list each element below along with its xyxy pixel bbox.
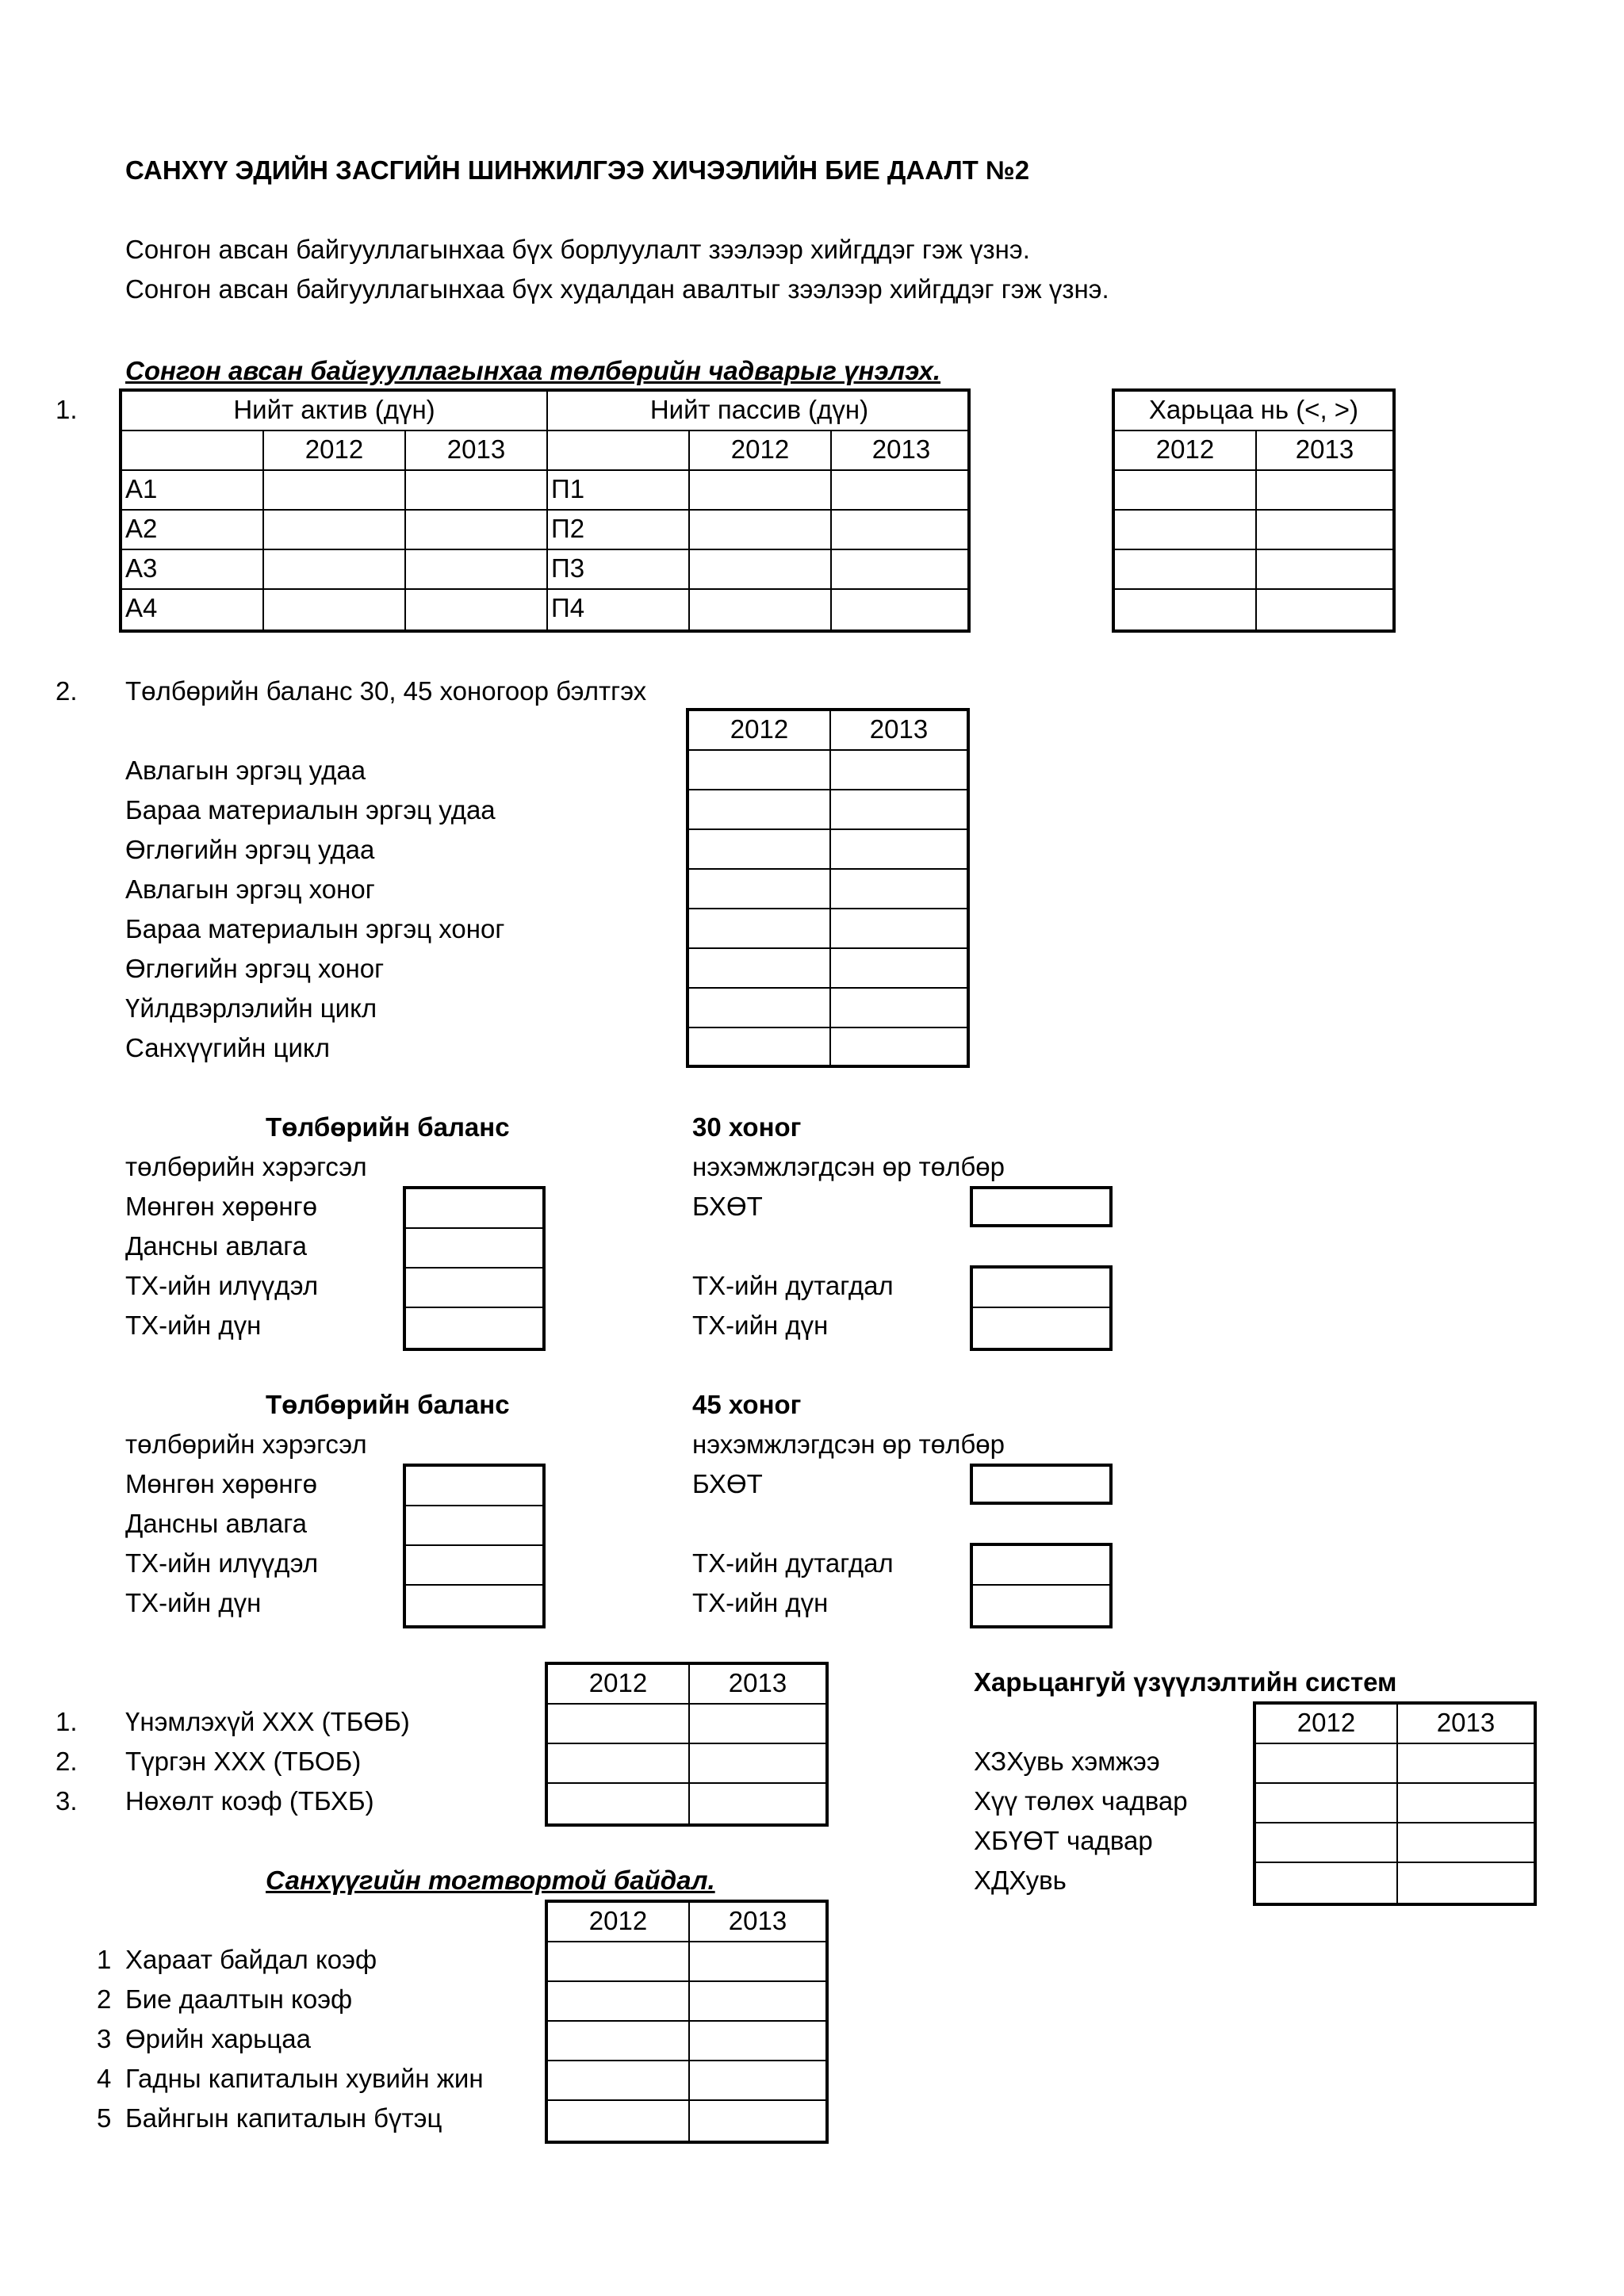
balance30-right-subtitle: нэхэмжлэгдсэн өр төлбөр (692, 1152, 1005, 1181)
assets-label-col-blank (122, 431, 264, 471)
turnover-year-2012: 2012 (689, 711, 831, 751)
balance30-left-input[interactable] (406, 1189, 542, 1229)
balance45-right-input[interactable] (973, 1586, 1109, 1625)
balance45-title: Төлбөрийн баланс (266, 1390, 510, 1419)
balance30-title: Төлбөрийн баланс (266, 1112, 510, 1142)
asset-2012-cell[interactable] (264, 511, 406, 550)
balance30-right-input[interactable] (973, 1269, 1109, 1308)
stability-row-label: Өрийн харьцаа (125, 2024, 311, 2053)
stability-year-2013: 2013 (690, 1903, 825, 1942)
balance45-right-label: ТХ-ийн дутагдал (692, 1548, 894, 1578)
relative-year-2012: 2012 (1256, 1705, 1398, 1744)
balance30-left-input[interactable] (406, 1229, 542, 1269)
cycle-row-label: Авлагын эргэц хоног (125, 874, 375, 904)
balance45-right-input[interactable] (970, 1464, 1113, 1505)
cycle-row-label: Бараа материалын эргэц удаа (125, 795, 496, 825)
ratio-table (1112, 388, 1396, 633)
turnover-2013-cell[interactable] (831, 790, 967, 830)
balance45-left-input[interactable] (406, 1506, 542, 1546)
ratio-year-2013: 2013 (1257, 431, 1392, 471)
relative-row-label: ХЗХувь хэмжээ (974, 1747, 1160, 1776)
asset-label: А3 (122, 550, 264, 590)
stability-table (545, 1900, 829, 2144)
stability-2013-cell[interactable] (690, 1942, 825, 1982)
liquidity-2012-cell[interactable] (548, 1744, 690, 1784)
stability-row-label: Хараат байдал коэф (125, 1945, 377, 1974)
liquidity-2013-cell[interactable] (690, 1705, 825, 1744)
liabilities-label-col-blank (548, 431, 690, 471)
ratio-2012-cell[interactable] (1115, 471, 1257, 511)
ratio-header: Харьцаа нь (<, >) (1115, 392, 1392, 431)
turnover-2013-cell[interactable] (831, 751, 967, 790)
stability-row-number: 5 (97, 2103, 112, 2133)
liability-2013-cell[interactable] (832, 550, 971, 590)
turnover-2012-cell[interactable] (689, 790, 831, 830)
liability-2013-cell[interactable] (832, 590, 971, 629)
assets-year-2012: 2012 (264, 431, 406, 471)
balance45-left-label: Мөнгөн хөрөнгө (125, 1469, 318, 1498)
turnover-2013-cell[interactable] (831, 989, 967, 1028)
stability-2012-cell[interactable] (548, 2022, 690, 2061)
stability-2013-cell[interactable] (690, 2101, 825, 2141)
turnover-2013-cell[interactable] (831, 830, 967, 870)
ratio-2012-cell[interactable] (1115, 511, 1257, 550)
balance30-right-input-stack (970, 1265, 1113, 1351)
balance45-left-label: ТХ-ийн илүүдэл (125, 1548, 319, 1578)
stability-2012-cell[interactable] (548, 2101, 690, 2141)
relative-2012-cell[interactable] (1256, 1784, 1398, 1823)
section1-number: 1. (56, 395, 78, 424)
asset-2012-cell[interactable] (264, 550, 406, 590)
asset-2013-cell[interactable] (406, 471, 548, 511)
turnover-2012-cell[interactable] (689, 949, 831, 989)
liabilities-year-2013: 2013 (832, 431, 971, 471)
stability-row-label: Байнгын капиталын бүтэц (125, 2103, 442, 2133)
intro-line-2: Сонгон авсан байгууллагынхаа бүх худалдан авалтыг зээлээр хийгддэг гэж үзнэ. (125, 274, 1109, 304)
relative-year-2013: 2013 (1398, 1705, 1534, 1744)
turnover-2012-cell[interactable] (689, 870, 831, 909)
liquidity-2012-cell[interactable] (548, 1705, 690, 1744)
balance30-right-label: БХӨТ (692, 1192, 763, 1221)
stability-2013-cell[interactable] (690, 2022, 825, 2061)
balance45-left-input[interactable] (406, 1546, 542, 1586)
turnover-2012-cell[interactable] (689, 751, 831, 790)
balance30-left-label: Мөнгөн хөрөнгө (125, 1192, 318, 1221)
turnover-2013-cell[interactable] (831, 949, 967, 989)
ratio-2012-cell[interactable] (1115, 550, 1257, 590)
liability-2012-cell[interactable] (690, 471, 832, 511)
liabilities-header: Нийт пассив (дүн) (548, 392, 971, 431)
liquidity-year-2013: 2013 (690, 1665, 825, 1705)
asset-2013-cell[interactable] (406, 511, 548, 550)
balance30-right-label: ТХ-ийн дутагдал (692, 1271, 894, 1300)
turnover-2013-cell[interactable] (831, 870, 967, 909)
liability-label: П3 (548, 550, 690, 590)
liability-label: П1 (548, 471, 690, 511)
liquidity-row-label: Үнэмлэхүй ХХХ (ТБӨБ) (125, 1707, 410, 1736)
liabilities-year-2012: 2012 (690, 431, 832, 471)
stability-2012-cell[interactable] (548, 2061, 690, 2101)
relative-2013-cell[interactable] (1398, 1744, 1534, 1784)
relative-2013-cell[interactable] (1398, 1863, 1534, 1903)
balance30-left-input-stack (403, 1186, 546, 1351)
asset-label: А4 (122, 590, 264, 629)
relative-2013-cell[interactable] (1398, 1784, 1534, 1823)
stability-2012-cell[interactable] (548, 1982, 690, 2022)
cycle-row-label: Санхүүгийн цикл (125, 1033, 330, 1062)
balance30-right-input[interactable] (970, 1186, 1113, 1227)
relative-2012-cell[interactable] (1256, 1744, 1398, 1784)
liquidity-row-number: 2. (56, 1747, 78, 1776)
balance45-left-label: ТХ-ийн дүн (125, 1588, 262, 1617)
balance45-right-input-stack (970, 1543, 1113, 1628)
balance30-right-label: ТХ-ийн дүн (692, 1311, 829, 1340)
section1-heading: Сонгон авсан байгууллагынхаа төлбөрийн чадварыг үнэлэх. (125, 356, 941, 385)
stability-row-number: 2 (97, 1984, 112, 2014)
balance45-days: 45 хоног (692, 1390, 802, 1419)
balance45-left-label: Дансны авлага (125, 1509, 307, 1538)
stability-row-number: 4 (97, 2064, 112, 2093)
asset-label: А2 (122, 511, 264, 550)
turnover-2013-cell[interactable] (831, 909, 967, 949)
liquidity-2012-cell[interactable] (548, 1784, 690, 1823)
ratio-2013-cell[interactable] (1257, 550, 1392, 590)
liquidity-row-number: 3. (56, 1786, 78, 1816)
liability-2012-cell[interactable] (690, 590, 832, 629)
turnover-2012-cell[interactable] (689, 989, 831, 1028)
balance45-right-label: ТХ-ийн дүн (692, 1588, 829, 1617)
cycle-row-label: Өглөгийн эргэц удаа (125, 835, 375, 864)
liquidity-row-label: Түргэн ХХХ (ТБОБ) (125, 1747, 362, 1776)
relative-2012-cell[interactable] (1256, 1823, 1398, 1863)
relative-row-label: ХДХувь (974, 1866, 1067, 1895)
turnover-table (686, 708, 970, 1068)
balance45-right-subtitle: нэхэмжлэгдсэн өр төлбөр (692, 1429, 1005, 1459)
ratio-2013-cell[interactable] (1257, 471, 1392, 511)
relative-row-label: Хүү төлөх чадвар (974, 1786, 1188, 1816)
balance45-left-input[interactable] (406, 1586, 542, 1625)
asset-2013-cell[interactable] (406, 590, 548, 629)
balance45-right-label: БХӨТ (692, 1469, 763, 1498)
stability-2013-cell[interactable] (690, 2061, 825, 2101)
liability-2012-cell[interactable] (690, 550, 832, 590)
cycle-row-label: Өглөгийн эргэц хоног (125, 954, 385, 983)
turnover-2012-cell[interactable] (689, 830, 831, 870)
balance30-left-subtitle: төлбөрийн хэрэгсэл (125, 1152, 367, 1181)
assets-year-2013: 2013 (406, 431, 548, 471)
balance45-left-subtitle: төлбөрийн хэрэгсэл (125, 1429, 367, 1459)
liquidity-2013-cell[interactable] (690, 1744, 825, 1784)
ratio-2013-cell[interactable] (1257, 511, 1392, 550)
liability-2013-cell[interactable] (832, 471, 971, 511)
page-title: САНХҮҮ ЭДИЙН ЗАСГИЙН ШИНЖИЛГЭЭ ХИЧЭЭЛИЙН БИЕ ДААЛТ №2 (125, 155, 1030, 185)
assets-header: Нийт актив (дүн) (122, 392, 548, 431)
asset-2013-cell[interactable] (406, 550, 548, 590)
liability-label: П4 (548, 590, 690, 629)
relative-row-label: ХБҮӨТ чадвар (974, 1826, 1153, 1855)
liability-label: П2 (548, 511, 690, 550)
stability-row-number: 1 (97, 1945, 112, 1974)
cycle-row-label: Бараа материалын эргэц хоног (125, 914, 505, 943)
ratio-2013-cell[interactable] (1257, 590, 1392, 629)
liquidity-table (545, 1662, 829, 1827)
stability-2012-cell[interactable] (548, 1942, 690, 1982)
liability-2012-cell[interactable] (690, 511, 832, 550)
balance45-left-input[interactable] (406, 1467, 542, 1506)
balance30-right-input[interactable] (973, 1308, 1109, 1348)
balance30-left-label: ТХ-ийн илүүдэл (125, 1271, 319, 1300)
balance45-left-input-stack (403, 1464, 546, 1628)
section2-heading: Төлбөрийн баланс 30, 45 хоногоор бэлтгэх (125, 676, 647, 706)
ratio-2012-cell[interactable] (1115, 590, 1257, 629)
liability-2013-cell[interactable] (832, 511, 971, 550)
balance30-days: 30 хоног (692, 1112, 802, 1142)
relative-table (1253, 1701, 1537, 1906)
ratio-year-2012: 2012 (1115, 431, 1257, 471)
asset-2012-cell[interactable] (264, 590, 406, 629)
cycle-row-label: Авлагын эргэц удаа (125, 756, 366, 785)
liquidity-2013-cell[interactable] (690, 1784, 825, 1823)
balance30-left-label: ТХ-ийн дүн (125, 1311, 262, 1340)
turnover-2012-cell[interactable] (689, 909, 831, 949)
asset-2012-cell[interactable] (264, 471, 406, 511)
section2-number: 2. (56, 676, 78, 706)
liquidity-year-2012: 2012 (548, 1665, 690, 1705)
balance45-right-input[interactable] (973, 1546, 1109, 1586)
cycle-row-label: Үйлдвэрлэлийн цикл (125, 993, 377, 1023)
liquidity-row-number: 1. (56, 1707, 78, 1736)
stability-year-2012: 2012 (548, 1903, 690, 1942)
turnover-year-2013: 2013 (831, 711, 967, 751)
turnover-2013-cell[interactable] (831, 1028, 967, 1068)
balance30-left-label: Дансны авлага (125, 1231, 307, 1261)
stability-2013-cell[interactable] (690, 1982, 825, 2022)
stability-row-number: 3 (97, 2024, 112, 2053)
intro-line-1: Сонгон авсан байгууллагынхаа бүх борлуулалт зээлээр хийгддэг гэж үзнэ. (125, 235, 1030, 264)
turnover-2012-cell[interactable] (689, 1028, 831, 1068)
stability-row-label: Бие даалтын коэф (125, 1984, 353, 2014)
relative-2012-cell[interactable] (1256, 1863, 1398, 1903)
stability-row-label: Гадны капиталын хувийн жин (125, 2064, 484, 2093)
asset-label: А1 (122, 471, 264, 511)
liquidity-row-label: Нөхөлт коэф (ТБХБ) (125, 1786, 374, 1816)
relative-title: Харьцангуй үзүүлэлтийн систем (974, 1667, 1397, 1697)
relative-2013-cell[interactable] (1398, 1823, 1534, 1863)
balance30-left-input[interactable] (406, 1308, 542, 1348)
balance30-left-input[interactable] (406, 1269, 542, 1308)
stability-heading: Санхүүгийн тогтвортой байдал. (266, 1866, 715, 1895)
assets-liabilities-table (119, 388, 971, 633)
